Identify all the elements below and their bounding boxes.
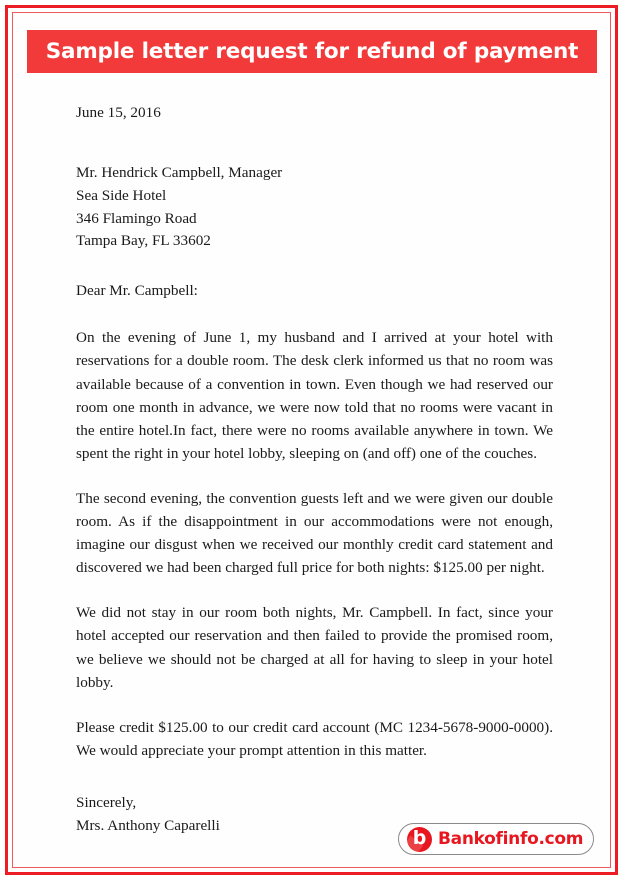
recipient-company: Sea Side Hotel	[76, 186, 167, 204]
recipient-street: 346 Flamingo Road	[76, 209, 197, 227]
recipient-city-state-zip: Tampa Bay, FL 33602	[76, 232, 211, 250]
page-frame-inner	[12, 12, 611, 868]
letter-salutation: Dear Mr. Campbell:	[76, 282, 198, 300]
letter-paragraph-1: On the evening of June 1, my husband and I arrived at your hotel with reservations for a double room. The desk clerk informed us that no room was available because of a convention in town. Even though we had reserved our room one month in advance, we were now told that no rooms were vacant in the entire hotel.In fact, there were no rooms available anywhere in town. We spent the right in your hotel lobby, sleeping on (and off) one of the couches.	[76, 329, 553, 462]
letter-date: June 15, 2016	[76, 104, 161, 121]
letter-paragraph-4: Please credit $125.00 to our credit card account (MC 1234-5678-9000-0000). We would appreciate your prompt attention in this matter.	[76, 718, 553, 759]
signer-name: Mrs. Anthony Caparelli	[76, 816, 220, 834]
page-frame-outer	[5, 5, 618, 875]
letter-body	[76, 101, 553, 837]
bankofinfo-logo[interactable]	[398, 823, 594, 855]
recipient-address-block	[76, 162, 553, 253]
recipient-name: Mr. Hendrick Campbell, Manager	[76, 164, 283, 182]
logo-wordmark: Bankofinfo.com	[438, 829, 584, 849]
letter-sheet	[13, 13, 610, 867]
closing-phrase: Sincerely,	[76, 793, 137, 811]
logo-mark-letter: b	[412, 827, 427, 849]
bankofinfo-b-icon	[407, 827, 432, 852]
letter-paragraph-3: We did not stay in our room both nights, Mr. Campbell. In fact, since your hotel accepted our reservation and then failed to provide the promised room, we believe we should not be charged at all for having to sleep in your hotel lobby.	[76, 604, 553, 691]
header-banner	[27, 30, 597, 73]
letter-paragraph-2: The second evening, the convention guests left and we were given our double room. As if the disappointment in our accommodations were not enough, imagine our disgust when we received our monthly credit card statement and discovered we had been charged full price for both nights: $125.00 per night.	[76, 489, 553, 577]
page-title: Sample letter request for refund of payment	[45, 39, 579, 64]
